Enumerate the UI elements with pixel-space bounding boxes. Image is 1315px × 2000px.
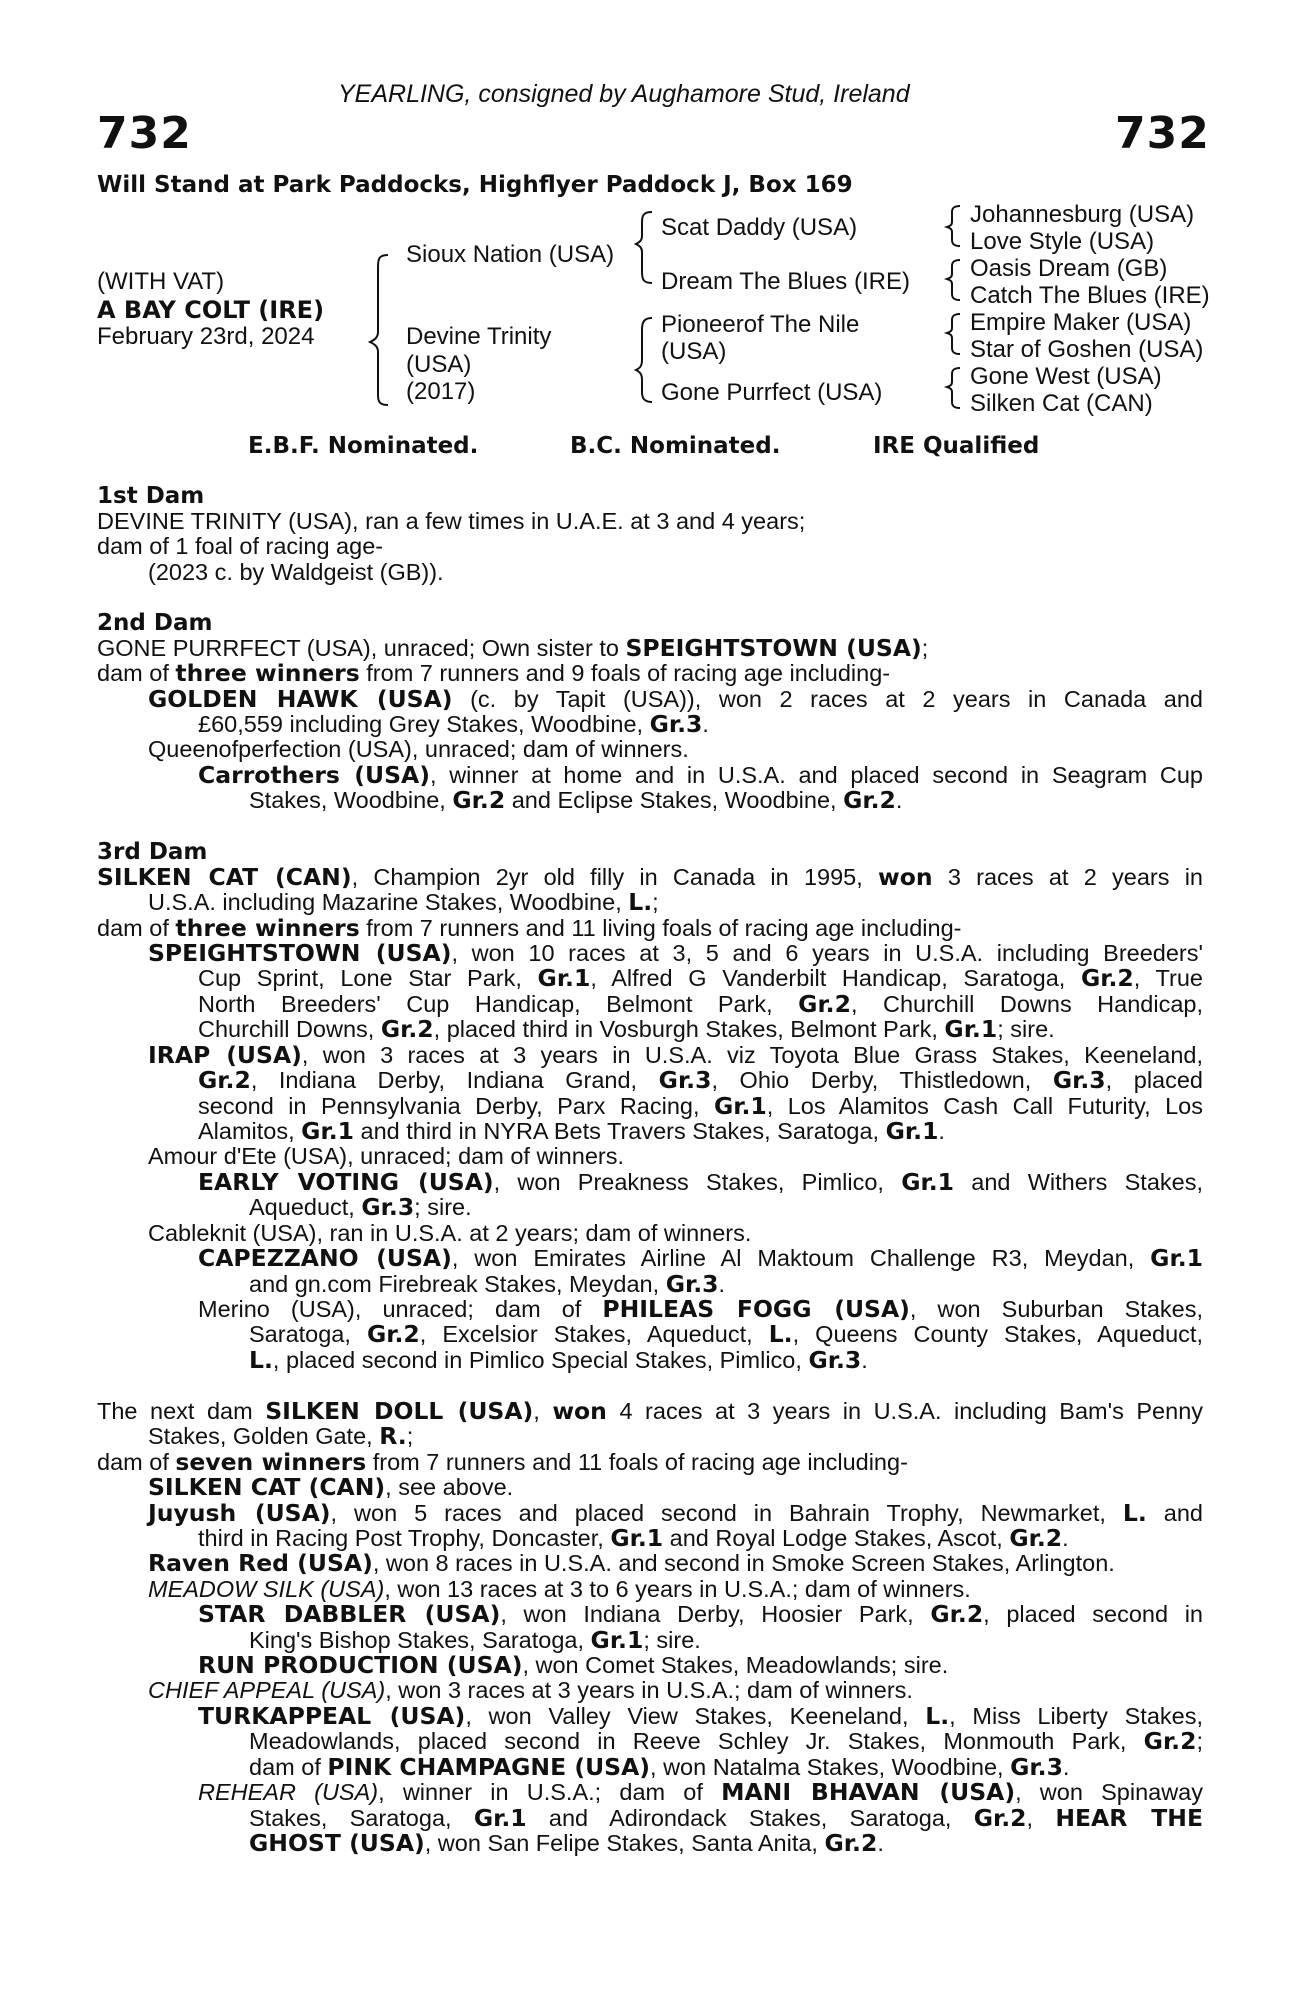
next-dam-line: CHIEF APPEAL (USA), won 3 races at 3 years in U.S.A.; dam of winners. (148, 1677, 913, 1703)
third-dam-line: Churchill Downs, Gr.2, placed third in Vosburgh Stakes, Belmont Park, Gr.1; sire. (198, 1015, 1055, 1043)
first-dam-line: DEVINE TRINITY (USA), ran a few times in U.A.E. at 3 and 4 years; (97, 508, 806, 534)
next-dam-line: Juyush (USA), won 5 races and placed second in Bahrain Trophy, Newmarket, L. and (148, 1499, 1203, 1527)
ped-sss: Johannesburg (USA) (970, 201, 1195, 228)
third-dam-line: North Breeders' Cup Handicap, Belmont Park, Gr.2, Churchill Downs Handicap, (198, 990, 1203, 1018)
next-dam-line: REHEAR (USA), winner in U.S.A.; dam of MANI BHAVAN (USA), won Spinaway (198, 1778, 1204, 1806)
ped-dds: Gone West (USA) (970, 363, 1162, 390)
horse-dob: February 23rd, 2024 (97, 323, 315, 350)
third-dam-line: Aqueduct, Gr.3; sire. (249, 1193, 472, 1221)
first-dam-heading: 1st Dam (97, 483, 205, 509)
third-dam-line: EARLY VOTING (USA), won Preakness Stakes, Pimlico, Gr.1 and Withers Stakes, (198, 1168, 1203, 1196)
ire-qualified: IRE Qualified (873, 433, 1040, 459)
third-dam-line: second in Pennsylvania Derby, Parx Racing, Gr.1, Los Alamitos Cash Call Futurity, Los (198, 1092, 1203, 1120)
stand-location: Will Stand at Park Paddocks, Highflyer Paddock J, Box 169 (97, 172, 853, 198)
lot-number-right: 732 (1115, 108, 1210, 159)
next-dam-line: The next dam SILKEN DOLL (USA), won 4 races at 3 years in U.S.A. including Bam's Penny (97, 1397, 1204, 1425)
dam-line2: (USA) (406, 351, 472, 378)
second-dam-line: Stakes, Woodbine, Gr.2 and Eclipse Stakes, Woodbine, Gr.2. (249, 786, 903, 814)
sire-dam: Dream The Blues (IRE) (661, 268, 910, 295)
lot-number-left: 732 (97, 108, 192, 159)
next-dam-line: Stakes, Saratoga, Gr.1 and Adirondack Stakes, Saratoga, Gr.2, HEAR THE (249, 1804, 1203, 1832)
first-dam-foal: (2023 c. by Waldgeist (GB)). (148, 559, 444, 585)
third-dam-line: Gr.2, Indiana Derby, Indiana Grand, Gr.3, Ohio Derby, Thistledown, Gr.3, placed (198, 1066, 1203, 1094)
bc-nominated: B.C. Nominated. (570, 433, 781, 459)
dam-line1: Devine Trinity (406, 323, 552, 350)
second-dam-heading: 2nd Dam (97, 610, 213, 636)
horse-name: A BAY COLT (IRE) (97, 296, 325, 324)
next-dam-line: King's Bishop Stakes, Saratoga, Gr.1; sire. (249, 1626, 701, 1654)
next-dam-line: dam of seven winners from 7 runners and 11 foals of racing age including- (97, 1448, 908, 1476)
third-dam-line: dam of three winners from 7 runners and 11 living foals of racing age including- (97, 914, 962, 942)
next-dam-line: STAR DABBLER (USA), won Indiana Derby, Hoosier Park, Gr.2, placed second in (198, 1600, 1203, 1628)
next-dam-line: third in Racing Post Trophy, Doncaster, Gr.1 and Royal Lodge Stakes, Ascot, Gr.2. (198, 1524, 1069, 1552)
next-dam-line: MEADOW SILK (USA), won 13 races at 3 to 6 years in U.S.A.; dam of winners. (148, 1576, 971, 1602)
third-dam-line: SPEIGHTSTOWN (USA), won 10 races at 3, 5 and 6 years in U.S.A. including Breeders' (148, 939, 1203, 967)
second-dam-line: GONE PURRFECT (USA), unraced; Own sister to SPEIGHTSTOWN (USA); (97, 634, 929, 662)
third-dam-heading: 3rd Dam (97, 839, 208, 865)
third-dam-line: SILKEN CAT (CAN), Champion 2yr old filly in Canada in 1995, won 3 races at 2 years in (97, 863, 1203, 891)
third-dam-line: CAPEZZANO (USA), won Emirates Airline Al Maktoum Challenge R3, Meydan, Gr.1 (198, 1244, 1203, 1272)
ped-sdd: Catch The Blues (IRE) (970, 282, 1210, 309)
ped-ssd: Love Style (USA) (970, 228, 1155, 255)
next-dam-line: TURKAPPEAL (USA), won Valley View Stakes, Keeneland, L., Miss Liberty Stakes, (198, 1702, 1204, 1730)
third-dam-line: Cup Sprint, Lone Star Park, Gr.1, Alfred G Vanderbilt Handicap, Saratoga, Gr.2, True (198, 964, 1203, 992)
second-dam-line: £60,559 including Grey Stakes, Woodbine, Gr.3. (198, 710, 709, 738)
second-dam-line: Carrothers (USA), winner at home and in U.S.A. and placed second in Seagram Cup (198, 761, 1204, 789)
next-dam-line: Meadowlands, placed second in Reeve Schley Jr. Stakes, Monmouth Park, Gr.2; (249, 1727, 1203, 1755)
third-dam-line: IRAP (USA), won 3 races at 3 years in U.S.A. viz Toyota Blue Grass Stakes, Keeneland, (148, 1041, 1204, 1069)
ped-dss: Empire Maker (USA) (970, 309, 1192, 336)
second-dam-line: GOLDEN HAWK (USA) (c. by Tapit (USA)), won 2 races at 2 years in Canada and (148, 685, 1203, 713)
second-dam-line: dam of three winners from 7 runners and 9 foals of racing age including- (97, 659, 891, 687)
next-dam-line: SILKEN CAT (CAN), see above. (148, 1473, 514, 1501)
third-dam-line: Alamitos, Gr.1 and third in NYRA Bets Travers Stakes, Saratoga, Gr.1. (198, 1117, 945, 1145)
dam-line3: (2017) (406, 378, 476, 405)
vat-note: (WITH VAT) (97, 268, 225, 295)
ped-dsd: Star of Goshen (USA) (970, 336, 1204, 363)
third-dam-line: Amour d'Ete (USA), unraced; dam of winners. (148, 1143, 624, 1169)
second-dam-line: Queenofperfection (USA), unraced; dam of winners. (148, 736, 689, 762)
first-dam-line: dam of 1 foal of racing age- (97, 533, 384, 559)
third-dam-line: Saratoga, Gr.2, Excelsior Stakes, Aqueduct, L., Queens County Stakes, Aqueduct, (249, 1320, 1203, 1348)
next-dam-line: RUN PRODUCTION (USA), won Comet Stakes, Meadowlands; sire. (198, 1651, 949, 1679)
third-dam-line: Merino (USA), unraced; dam of PHILEAS FOGG (USA), won Suburban Stakes, (198, 1295, 1203, 1323)
third-dam-line: and gn.com Firebreak Stakes, Meydan, Gr.3. (249, 1270, 726, 1298)
dam-sire-line1: Pioneerof The Nile (661, 311, 860, 338)
next-dam-line: GHOST (USA), won San Felipe Stakes, Santa Anita, Gr.2. (249, 1829, 884, 1857)
ebf-nominated: E.B.F. Nominated. (248, 433, 479, 459)
sire-sire: Scat Daddy (USA) (661, 214, 858, 241)
third-dam-line: Cableknit (USA), ran in U.S.A. at 2 years; dam of winners. (148, 1220, 752, 1246)
ped-ddd: Silken Cat (CAN) (970, 390, 1153, 417)
dam-dam: Gone Purrfect (USA) (661, 379, 883, 406)
next-dam-line: Stakes, Golden Gate, R.; (148, 1422, 414, 1450)
third-dam-line: U.S.A. including Mazarine Stakes, Woodbine, L.; (148, 888, 659, 916)
sire: Sioux Nation (USA) (406, 241, 615, 268)
next-dam-line: Raven Red (USA), won 8 races in U.S.A. and second in Smoke Screen Stakes, Arlington. (148, 1549, 1115, 1577)
consignment-line: YEARLING, consigned by Aughamore Stud, Ireland (338, 80, 910, 108)
dam-sire-line2: (USA) (661, 338, 727, 365)
ped-sds: Oasis Dream (GB) (970, 255, 1168, 282)
third-dam-line: L., placed second in Pimlico Special Stakes, Pimlico, Gr.3. (249, 1346, 868, 1374)
next-dam-line: dam of PINK CHAMPAGNE (USA), won Natalma Stakes, Woodbine, Gr.3. (249, 1753, 1070, 1781)
